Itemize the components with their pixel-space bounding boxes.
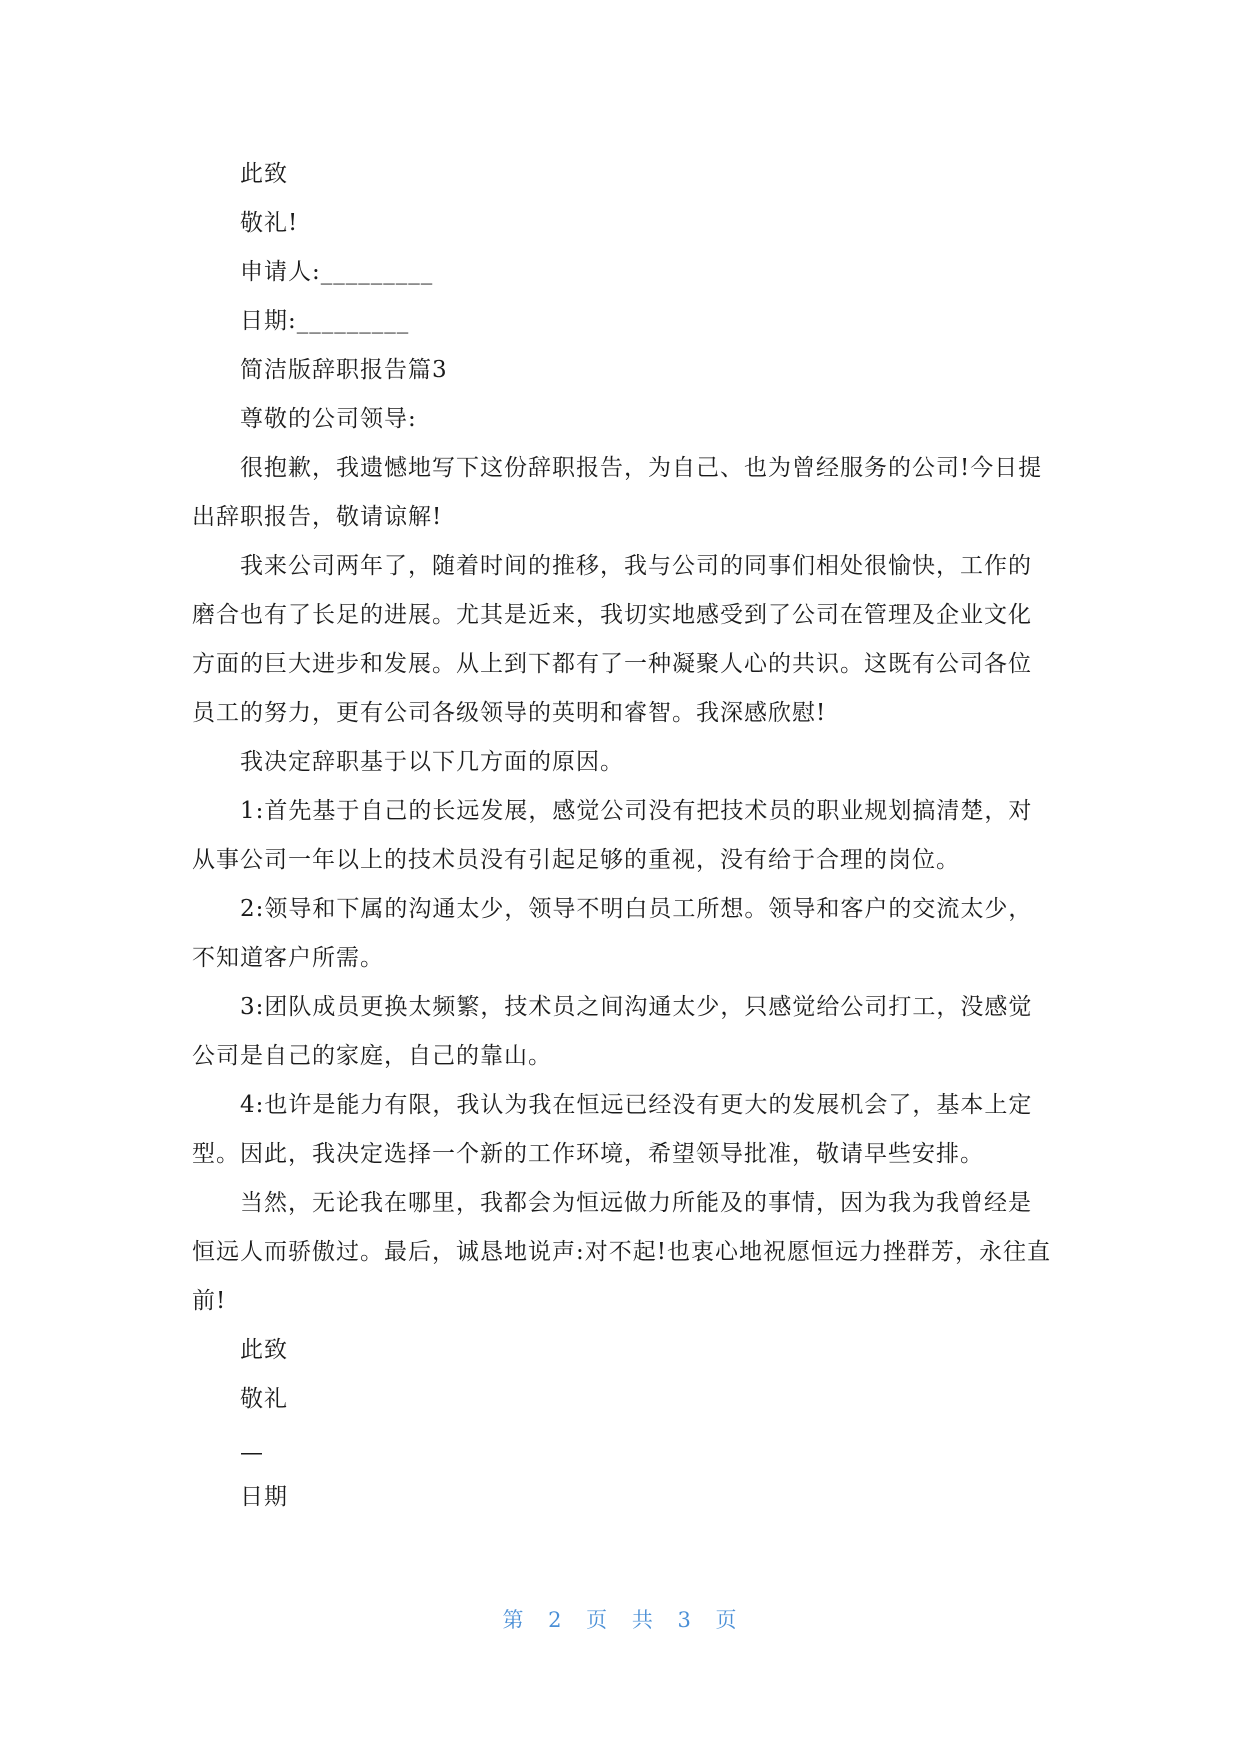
document-body xyxy=(192,150,1052,1522)
regards-line: 敬礼! xyxy=(240,210,299,236)
closing-regards: 敬礼 xyxy=(240,1386,288,1412)
date-line: 日期:_________ xyxy=(240,308,410,334)
signature-dash: — xyxy=(240,1440,264,1466)
paragraph: 当然，无论我在哪里，我都会为恒远做力所能及的事情，因为我为我曾经是恒远人而骄傲过。最后，诚恳地说声:对不起!也衷心地祝愿恒远力挫群芳，永往直前! xyxy=(192,1190,1051,1314)
page-footer: 第 2 页 共 3 页 xyxy=(502,1608,739,1632)
paragraph: 3:团队成员更换太频繁，技术员之间沟通太少，只感觉给公司打工，没感觉公司是自己的家庭，自己的靠山。 xyxy=(192,994,1033,1069)
paragraph: 很抱歉，我遗憾地写下这份辞职报告，为自己、也为曾经服务的公司!今日提出辞职报告，敬请谅解! xyxy=(192,455,1043,530)
salutation-line: 此致 xyxy=(240,161,288,187)
closing-salutation: 此致 xyxy=(240,1337,288,1363)
paragraph: 我来公司两年了，随着时间的推移，我与公司的同事们相处很愉快，工作的磨合也有了长足的进展。尤其是近来，我切实地感受到了公司在管理及企业文化方面的巨大进步和发展。从上到下都有了一种凝聚人心的共识。这既有公司各位员工的努力，更有公司各级领导的英明和睿智。我深感欣慰! xyxy=(192,553,1032,726)
greeting-line: 尊敬的公司领导: xyxy=(240,406,417,432)
applicant-line: 申请人:_________ xyxy=(240,259,434,285)
spacer xyxy=(192,1424,1052,1433)
paragraph: 4:也许是能力有限，我认为我在恒远已经没有更大的发展机会了，基本上定型。因此，我决定选择一个新的工作环境，希望领导批准，敬请早些安排。 xyxy=(192,1092,1033,1167)
paragraph: 1:首先基于自己的长远发展，感觉公司没有把技术员的职业规划搞清楚，对从事公司一年以上的技术员没有引起足够的重视，没有给于合理的岗位。 xyxy=(192,798,1033,873)
section-title: 简洁版辞职报告篇3 xyxy=(240,357,448,383)
paragraph: 我决定辞职基于以下几方面的原因。 xyxy=(240,749,624,775)
closing-date: 日期 xyxy=(240,1484,288,1510)
paragraph: 2:领导和下属的沟通太少，领导不明白员工所想。领导和客户的交流太少，不知道客户所需。 xyxy=(192,896,1033,971)
